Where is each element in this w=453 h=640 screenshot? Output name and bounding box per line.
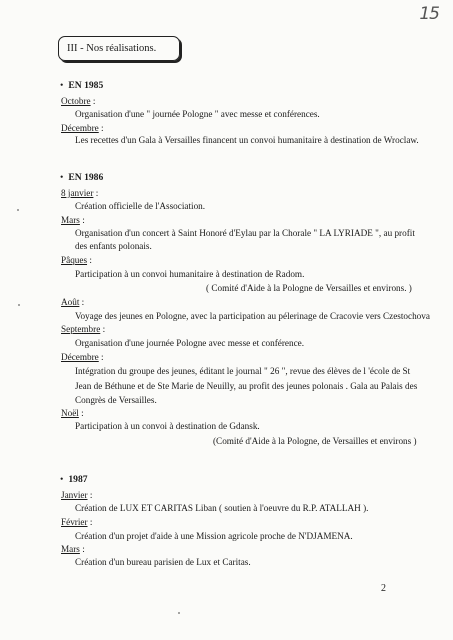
entry-text: Création d'un projet d'aide à une Mission agricole proche de N'DJAMENA. — [75, 531, 353, 541]
entry-text: Organisation d'une journée Pologne avec messe et conférence. — [75, 338, 305, 348]
entry-month: Décembre : — [61, 123, 104, 133]
year-heading: • EN 1985 — [60, 80, 104, 91]
entry-month: Août : — [61, 297, 85, 307]
entry-attribution: ( Comité d'Aide à la Pologne de Versailles et environs. ) — [206, 283, 412, 293]
entry-text: Intégration du groupe des jeunes, éditant le journal " 26 ", revue des élèves de l 'école de St — [75, 366, 411, 376]
entry-month: Décembre : — [61, 352, 104, 362]
entry-text: Congrès de Versailles. — [75, 395, 157, 405]
handwritten-page-annotation: 15 — [419, 4, 439, 24]
entry-text: Participation à un convoi humanitaire à destination de Radom. — [75, 269, 305, 279]
entry-text: Jean de Béthune et de Ste Marie de Neuilly, au profit des jeunes polonais . Gala au Palais des — [75, 381, 418, 391]
entry-text: Création officielle de l'Association. — [75, 201, 206, 211]
scan-speck — [17, 209, 19, 211]
scan-speck — [18, 304, 20, 306]
entry-text: Organisation d'une " journée Pologne " avec messe et conférences. — [75, 109, 320, 119]
section-title-box — [58, 36, 180, 61]
entry-month: Mars : — [61, 215, 85, 225]
entry-text: Création de LUX ET CARITAS Liban ( soutien à l'oeuvre du R.P. ATALLAH ). — [75, 503, 369, 513]
year-heading: • EN 1986 — [60, 172, 104, 183]
entry-text: des enfants polonais. — [75, 241, 152, 251]
entry-month: Mars : — [61, 544, 85, 554]
entry-text: Voyage des jeunes en Pologne, avec la participation au pélerinage de Cracovie vers Czestochova — [75, 311, 430, 321]
scan-speck — [178, 612, 180, 614]
entry-text: Participation à un convoi à destination de Gdansk. — [75, 421, 260, 431]
entry-text: Création d'un bureau parisien de Lux et Caritas. — [75, 557, 251, 567]
entry-month: Septembre : — [61, 324, 106, 334]
entry-month: Février : — [61, 517, 93, 527]
page-number: 2 — [381, 583, 386, 594]
entry-month: Noël : — [61, 408, 84, 418]
entry-month: Janvier : — [61, 490, 93, 500]
entry-text: Organisation d'un concert à Saint Honoré d'Eylau par la Chorale " LA LYRIADE ", au profit — [75, 228, 415, 238]
entry-attribution: (Comité d'Aide à la Pologne, de Versailles et environs ) — [213, 436, 417, 446]
entry-month: Pâques : — [61, 255, 92, 265]
entry-month: Octobre : — [61, 96, 96, 106]
entry-text: Les recettes d'un Gala à Versailles financent un convoi humanitaire à destination de Wroclaw. — [75, 135, 419, 145]
section-title: III - Nos réalisations. — [67, 43, 157, 54]
entry-month: 8 janvier : — [61, 188, 99, 198]
year-heading: • 1987 — [60, 474, 88, 485]
